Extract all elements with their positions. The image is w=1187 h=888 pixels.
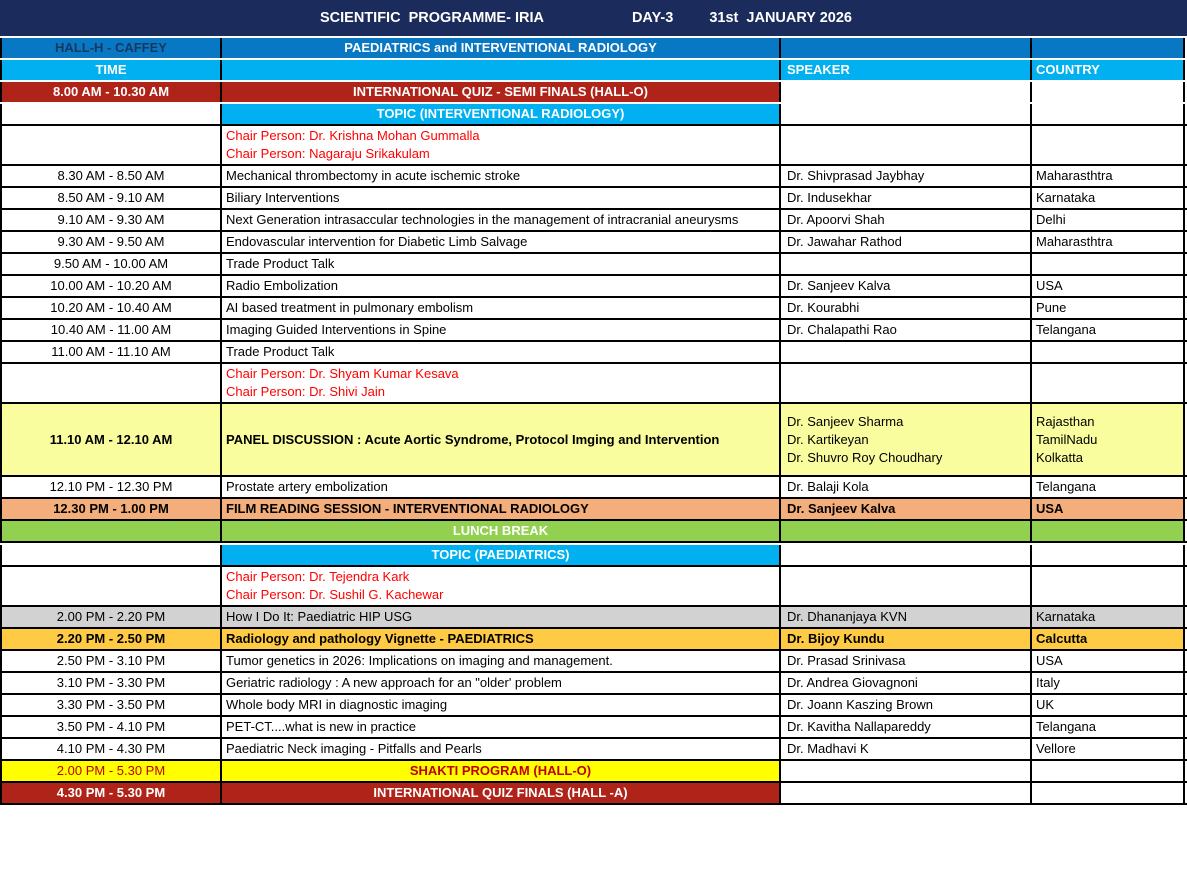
speaker-cell: Dr. Indusekhar [781, 188, 1032, 208]
speaker-cell: Dr. Kavitha Nallapareddy [781, 717, 1032, 737]
topic-cell [222, 60, 781, 80]
title-bar [0, 0, 1187, 36]
country-cell [1032, 104, 1185, 124]
country-cell [1032, 82, 1185, 102]
table-row [0, 499, 1187, 521]
topic-line: Chair Person: Dr. Tejendra Kark [226, 569, 410, 584]
country-cell [1032, 342, 1185, 362]
topic-cell: INTERNATIONAL QUIZ FINALS (HALL -A) [222, 783, 781, 803]
time-cell: 12.30 PM - 1.00 PM [2, 499, 222, 519]
table-row [0, 38, 1187, 58]
time-cell: HALL-H - CAFFEY [2, 38, 222, 58]
topic-cell: FILM READING SESSION - INTERVENTIONAL RADIOLOGY [222, 499, 781, 519]
speaker-cell [781, 761, 1032, 781]
speaker-cell [781, 545, 1032, 565]
table-row [0, 298, 1187, 320]
topic-cell: LUNCH BREAK [222, 521, 781, 541]
table-row [0, 673, 1187, 695]
country-cell [1032, 545, 1185, 565]
topic-cell: Endovascular intervention for Diabetic Limb Salvage [222, 232, 781, 252]
title-day: DAY-3 [631, 10, 674, 26]
country-cell: Maharasthtra [1032, 232, 1185, 252]
country-cell [1032, 404, 1185, 475]
speaker-cell [781, 783, 1032, 803]
topic-cell: TOPIC (PAEDIATRICS) [222, 545, 781, 565]
country-line: TamilNadu [1036, 431, 1098, 447]
topic-cell: AI based treatment in pulmonary embolism [222, 298, 781, 318]
country-cell: Telangana [1032, 717, 1185, 737]
table-row [0, 104, 1187, 126]
topic-cell: Tumor genetics in 2026: Implications on imaging and management. [222, 651, 781, 671]
time-cell: 10.40 AM - 11.00 AM [2, 320, 222, 340]
country-cell: COUNTRY [1032, 60, 1185, 80]
table-row [0, 651, 1187, 673]
speaker-cell: Dr. Balaji Kola [781, 477, 1032, 497]
topic-cell: Next Generation intrasaccular technologies in the management of intracranial aneurysms [222, 210, 781, 230]
time-cell: 2.50 PM - 3.10 PM [2, 651, 222, 671]
table-row [0, 210, 1187, 232]
time-cell: 12.10 PM - 12.30 PM [2, 477, 222, 497]
country-line: Kolkatta [1036, 449, 1083, 465]
speaker-cell: Dr. Sanjeev Kalva [781, 276, 1032, 296]
table-row [0, 232, 1187, 254]
time-cell: 10.20 AM - 10.40 AM [2, 298, 222, 318]
topic-cell: Geriatric radiology : A new approach for an "older' problem [222, 673, 781, 693]
speaker-cell: Dr. Dhananjaya KVN [781, 607, 1032, 627]
speaker-cell: Dr. Chalapathi Rao [781, 320, 1032, 340]
time-cell: 9.50 AM - 10.00 AM [2, 254, 222, 274]
time-cell [2, 364, 222, 402]
topic-line: Chair Person: Dr. Sushil G. Kachewar [226, 587, 444, 602]
speaker-line: Dr. Sanjeev Sharma [787, 413, 904, 429]
time-cell: 2.00 PM - 5.30 PM [2, 761, 222, 781]
table-row [0, 166, 1187, 188]
speaker-cell: Dr. Kourabhi [781, 298, 1032, 318]
country-cell: Pune [1032, 298, 1185, 318]
speaker-cell: Dr. Bijoy Kundu [781, 629, 1032, 649]
time-cell: 4.30 PM - 5.30 PM [2, 783, 222, 803]
speaker-cell [781, 104, 1032, 124]
table-row [0, 521, 1187, 543]
topic-cell: Radiology and pathology Vignette - PAEDIATRICS [222, 629, 781, 649]
topic-cell: Radio Embolization [222, 276, 781, 296]
topic-cell: Mechanical thrombectomy in acute ischemic stroke [222, 166, 781, 186]
time-cell: 2.20 PM - 2.50 PM [2, 629, 222, 649]
country-cell: UK [1032, 695, 1185, 715]
country-cell: Calcutta [1032, 629, 1185, 649]
topic-cell: Trade Product Talk [222, 342, 781, 362]
time-cell: 9.10 AM - 9.30 AM [2, 210, 222, 230]
table-row [0, 404, 1187, 477]
table-row [0, 567, 1187, 607]
table-row [0, 629, 1187, 651]
time-cell: 2.00 PM - 2.20 PM [2, 607, 222, 627]
country-cell [1032, 364, 1185, 402]
time-cell [2, 104, 222, 124]
country-cell: Delhi [1032, 210, 1185, 230]
table-row [0, 783, 1187, 805]
time-cell [2, 545, 222, 565]
time-cell: 8.30 AM - 8.50 AM [2, 166, 222, 186]
speaker-cell: Dr. Sanjeev Kalva [781, 499, 1032, 519]
speaker-cell [781, 38, 1032, 58]
page-title: SCIENTIFIC PROGRAMME- IRIA [320, 10, 544, 26]
country-cell: Maharasthtra [1032, 166, 1185, 186]
table-row [0, 82, 1187, 102]
title-date: 31st JANUARY 2026 [709, 10, 853, 26]
table-row [0, 342, 1187, 364]
time-cell: 8.50 AM - 9.10 AM [2, 188, 222, 208]
topic-cell: Paediatric Neck imaging - Pitfalls and Pearls [222, 739, 781, 759]
table-row [0, 364, 1187, 404]
topic-cell: PAEDIATRICS and INTERVENTIONAL RADIOLOGY [222, 38, 781, 58]
speaker-cell: Dr. Andrea Giovagnoni [781, 673, 1032, 693]
speaker-cell: Dr. Prasad Srinivasa [781, 651, 1032, 671]
topic-cell [222, 126, 781, 164]
speaker-cell [781, 342, 1032, 362]
table-row [0, 254, 1187, 276]
time-cell: TIME [2, 60, 222, 80]
table-row [0, 545, 1187, 567]
table-row [0, 188, 1187, 210]
country-line: Rajasthan [1036, 413, 1095, 429]
table-row [0, 695, 1187, 717]
speaker-cell [781, 126, 1032, 164]
schedule-table [0, 38, 1187, 805]
topic-cell: SHAKTI PROGRAM (HALL-O) [222, 761, 781, 781]
table-row [0, 477, 1187, 499]
table-row [0, 717, 1187, 739]
time-cell: 11.10 AM - 12.10 AM [2, 404, 222, 475]
topic-cell: Imaging Guided Interventions in Spine [222, 320, 781, 340]
country-cell: Karnataka [1032, 607, 1185, 627]
time-cell: 10.00 AM - 10.20 AM [2, 276, 222, 296]
country-cell: USA [1032, 276, 1185, 296]
time-cell: 11.00 AM - 11.10 AM [2, 342, 222, 362]
speaker-cell [781, 521, 1032, 541]
speaker-cell [781, 364, 1032, 402]
topic-cell [222, 364, 781, 402]
country-cell [1032, 783, 1185, 803]
table-row [0, 126, 1187, 166]
table-row [0, 60, 1187, 80]
time-cell: 9.30 AM - 9.50 AM [2, 232, 222, 252]
speaker-line: Dr. Kartikeyan [787, 431, 869, 447]
country-cell: USA [1032, 651, 1185, 671]
topic-cell: PANEL DISCUSSION : Acute Aortic Syndrome, Protocol Imging and Intervention [222, 404, 781, 475]
speaker-line: Dr. Shuvro Roy Choudhary [787, 449, 943, 465]
country-cell: USA [1032, 499, 1185, 519]
country-cell [1032, 521, 1185, 541]
country-cell: Vellore [1032, 739, 1185, 759]
country-cell: Telangana [1032, 320, 1185, 340]
topic-cell: INTERNATIONAL QUIZ - SEMI FINALS (HALL-O) [222, 82, 781, 102]
country-cell [1032, 254, 1185, 274]
time-cell: 4.10 PM - 4.30 PM [2, 739, 222, 759]
speaker-cell: Dr. Shivprasad Jaybhay [781, 166, 1032, 186]
topic-line: Chair Person: Dr. Shivi Jain [226, 384, 385, 399]
country-cell [1032, 38, 1185, 58]
time-cell [2, 521, 222, 541]
country-cell: Karnataka [1032, 188, 1185, 208]
topic-cell: Trade Product Talk [222, 254, 781, 274]
time-cell: 3.30 PM - 3.50 PM [2, 695, 222, 715]
time-cell: 3.10 PM - 3.30 PM [2, 673, 222, 693]
topic-line: Chair Person: Nagaraju Srikakulam [226, 146, 430, 161]
speaker-cell: Dr. Madhavi K [781, 739, 1032, 759]
topic-cell: Prostate artery embolization [222, 477, 781, 497]
table-row [0, 276, 1187, 298]
topic-cell: Whole body MRI in diagnostic imaging [222, 695, 781, 715]
speaker-cell: SPEAKER [781, 60, 1032, 80]
topic-line: Chair Person: Dr. Krishna Mohan Gummalla [226, 128, 480, 143]
speaker-cell: Dr. Joann Kaszing Brown [781, 695, 1032, 715]
speaker-cell [781, 404, 1032, 475]
speaker-cell: Dr. Jawahar Rathod [781, 232, 1032, 252]
speaker-cell [781, 82, 1032, 102]
country-cell [1032, 761, 1185, 781]
time-cell: 3.50 PM - 4.10 PM [2, 717, 222, 737]
table-row [0, 607, 1187, 629]
speaker-cell [781, 254, 1032, 274]
speaker-cell [781, 567, 1032, 605]
country-cell: Telangana [1032, 477, 1185, 497]
country-cell: Italy [1032, 673, 1185, 693]
topic-cell [222, 567, 781, 605]
time-cell [2, 567, 222, 605]
table-row [0, 761, 1187, 783]
speaker-cell: Dr. Apoorvi Shah [781, 210, 1032, 230]
topic-cell: How I Do It: Paediatric HIP USG [222, 607, 781, 627]
time-cell: 8.00 AM - 10.30 AM [2, 82, 222, 102]
table-row [0, 320, 1187, 342]
country-cell [1032, 126, 1185, 164]
topic-cell: Biliary Interventions [222, 188, 781, 208]
topic-line: Chair Person: Dr. Shyam Kumar Kesava [226, 366, 459, 381]
topic-cell: PET-CT....what is new in practice [222, 717, 781, 737]
country-cell [1032, 567, 1185, 605]
topic-cell: TOPIC (INTERVENTIONAL RADIOLOGY) [222, 104, 781, 124]
time-cell [2, 126, 222, 164]
table-row [0, 739, 1187, 761]
